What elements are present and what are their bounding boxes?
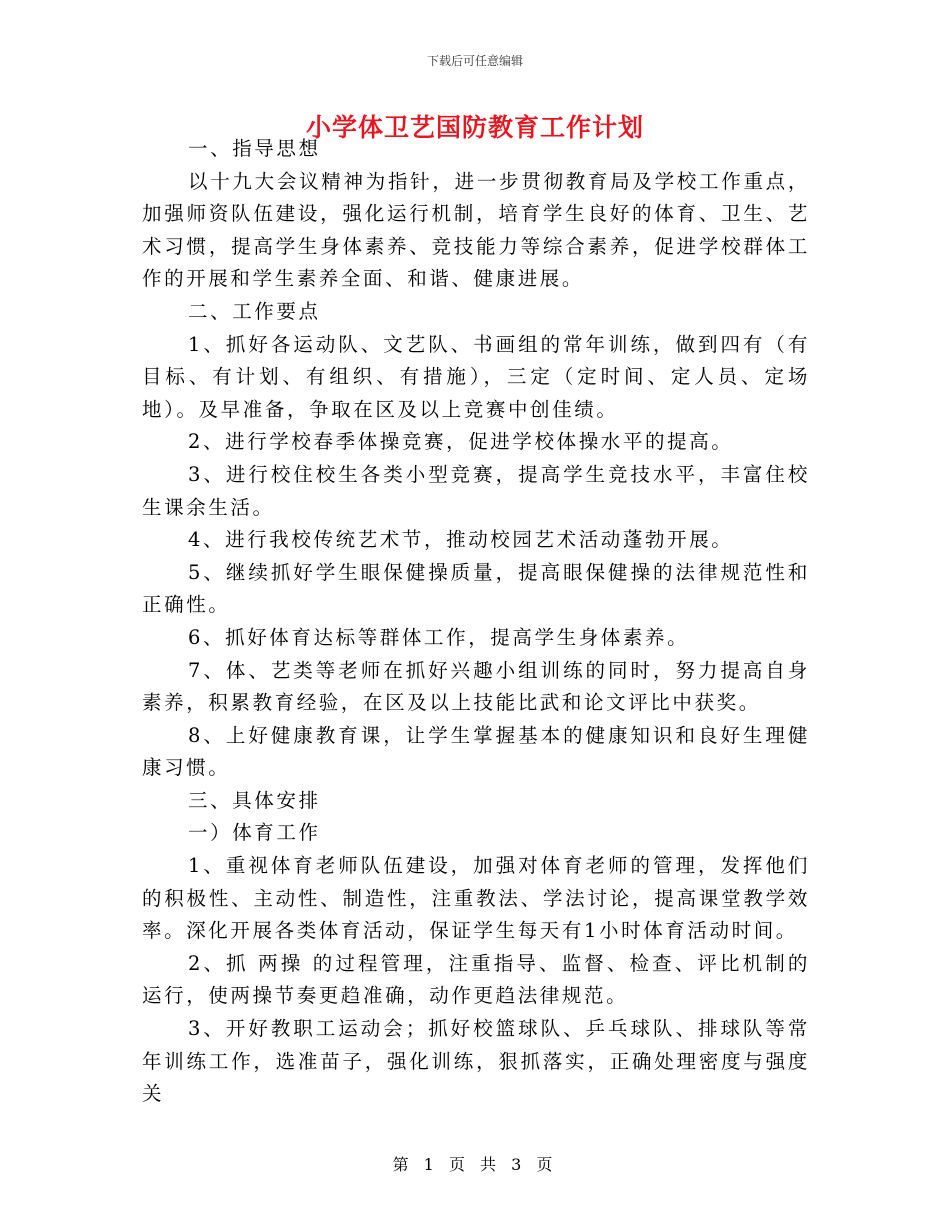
page-footer: 第 1 页 共 3 页 xyxy=(392,1155,558,1174)
document-title: 小学体卫艺国防教育工作计划 xyxy=(305,113,644,142)
paragraph: 以十九大会议精神为指针，进一步贯彻教育局及学校工作重点，加强师资队伍建设，强化运行机制，培育学生良好的体育、卫生、艺术习惯，提高学生身体素养、竞技能力等综合素养，促进学校群体工作的开展和学生素养全面、和谐、健康进展。 xyxy=(142,169,810,291)
paragraph: 8、上好健康教育课，让学生掌握基本的健康知识和良好生理健康习惯。 xyxy=(142,723,810,780)
document-body xyxy=(142,133,810,1111)
header-note: 下载后可任意编辑 xyxy=(426,54,523,68)
paragraph: 2、进行学校春季体操竞赛，促进学校体操水平的提高。 xyxy=(188,430,734,454)
paragraph: 1、重视体育老师队伍建设，加强对体育老师的管理，发挥他们的积极性、主动性、制造性，注重教法、学法讨论，提高课堂教学效率。深化开展各类体育活动，保证学生每天有1小时体育活动时间。 xyxy=(142,854,810,943)
subsection-heading-pe: 一）体育工作 xyxy=(188,821,321,845)
section-heading-work-points: 二、工作要点 xyxy=(188,299,321,323)
paragraph: 3、开好教职工运动会；抓好校篮球队、乒乓球队、排球队等常年训练工作，选准苗子，强化训练，狠抓落实，正确处理密度与强度关 xyxy=(142,1017,810,1106)
paragraph: 7、体、艺类等老师在抓好兴趣小组训练的同时，努力提高自身素养，积累教育经验，在区及以上技能比武和论文评比中获奖。 xyxy=(142,658,810,715)
paragraph: 6、抓好体育达标等群体工作，提高学生身体素养。 xyxy=(188,625,690,649)
paragraph: 4、进行我校传统艺术节，推动校园艺术活动蓬勃开展。 xyxy=(188,528,734,552)
section-heading-guiding-ideology: 一、指导思想 xyxy=(188,137,321,160)
paragraph: 1、抓好各运动队、文艺队、书画组的常年训练，做到四有（有目标、有计划、有组织、有措施），三定（定时间、定人员、定场地）。及早准备，争取在区及以上竞赛中创佳绩。 xyxy=(142,332,810,421)
paragraph: 3、进行校住校生各类小型竞赛，提高学生竞技水平，丰富住校生课余生活。 xyxy=(142,462,810,519)
section-heading-arrangements: 三、具体安排 xyxy=(188,788,321,812)
paragraph: 2、抓 两操 的过程管理，注重指导、监督、检查、评比机制的运行，使两操节奏更趋准确，动作更趋法律规范。 xyxy=(142,951,810,1008)
paragraph: 5、继续抓好学生眼保健操质量，提高眼保健操的法律规范性和正确性。 xyxy=(142,560,810,617)
